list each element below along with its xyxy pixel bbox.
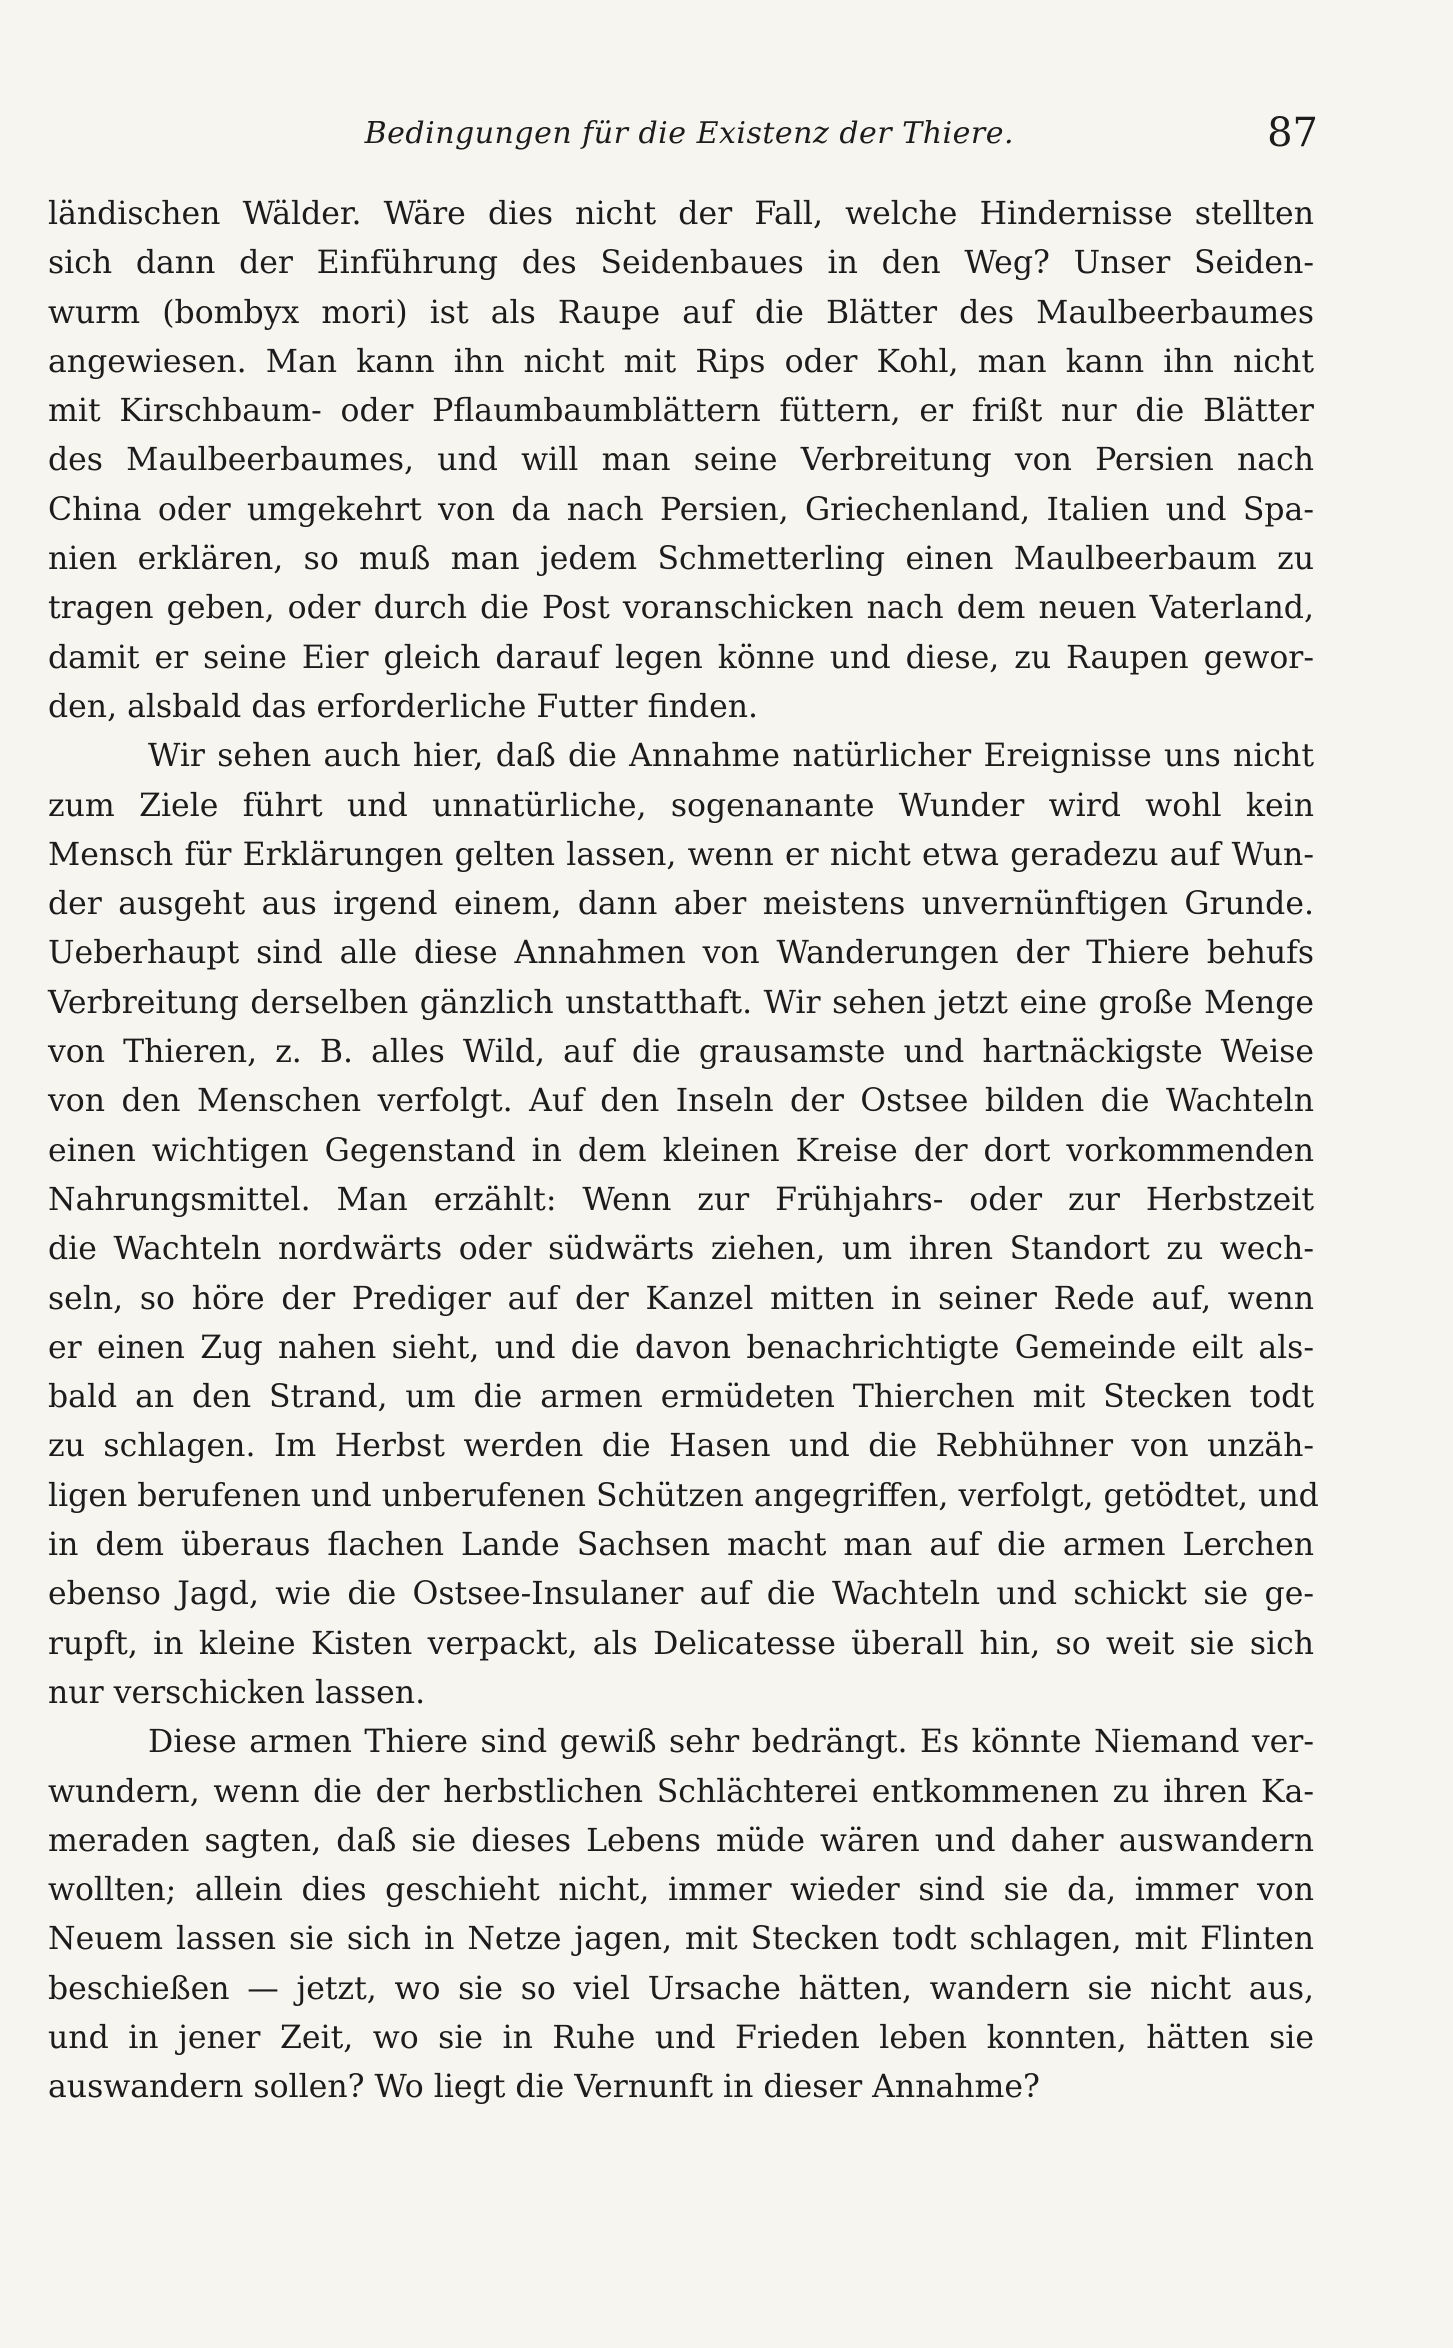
text-line: wurm (bombyx mori) ist als Raupe auf die Blätter des Maulbeerbaumes <box>48 294 1314 331</box>
body-text <box>48 190 1319 2113</box>
text-line: Neuem lassen sie sich in Netze jagen, mit Stecken todt schlagen, mit Flinten <box>48 1921 1314 1958</box>
text-line: meraden sagten, daß sie dieses Lebens müde wären und daher auswandern <box>48 1822 1314 1859</box>
text-line: Wir sehen auch hier, daß die Annahme natürlicher Ereignisse uns nicht <box>148 738 1314 775</box>
text-line: von Thieren, z. B. alles Wild, auf die grausamste und hartnäckigste Weise <box>48 1034 1314 1071</box>
text-line: zum Ziele führt und unnatürliche, sogenanante Wunder wird wohl kein <box>48 787 1314 824</box>
text-line: bald an den Strand, um die armen ermüdeten Thierchen mit Stecken todt <box>48 1379 1314 1416</box>
running-header <box>48 110 1318 158</box>
text-line: damit er seine Eier gleich darauf legen könne und diese, zu Raupen gewor- <box>48 639 1314 676</box>
text-line: mit Kirschbaum- oder Pflaumbaumblättern füttern, er frißt nur die Blätter <box>48 393 1314 430</box>
text-line: wollten; allein dies geschieht nicht, immer wieder sind sie da, immer von <box>48 1872 1314 1909</box>
text-line: den, alsbald das erforderliche Futter finden. <box>48 688 759 725</box>
text-line: ebenso Jagd, wie die Ostsee-Insulaner auf die Wachteln und schickt sie ge- <box>48 1576 1314 1613</box>
text-line: wundern, wenn die der herbstlichen Schlächterei entkommenen zu ihren Ka- <box>48 1773 1314 1810</box>
text-line: tragen geben, oder durch die Post voranschicken nach dem neuen Vaterland, <box>48 590 1314 627</box>
text-line: rupft, in kleine Kisten verpackt, als Delicatesse überall hin, so weit sie sich <box>48 1625 1314 1662</box>
book-page <box>48 110 1319 2113</box>
paragraph <box>48 732 1319 1718</box>
text-line: beschießen — jetzt, wo sie so viel Ursache hätten, wandern sie nicht aus, <box>48 1970 1314 2007</box>
paragraph <box>48 1718 1314 2112</box>
text-line: ländischen Wälder. Wäre dies nicht der Fall, welche Hindernisse stellten <box>48 196 1314 232</box>
text-line: seln, so höre der Prediger auf der Kanzel mitten in seiner Rede auf, wenn <box>48 1280 1314 1317</box>
text-line: Ueberhaupt sind alle diese Annahmen von Wanderungen der Thiere behufs <box>48 935 1314 972</box>
text-line: auswandern sollen? Wo liegt die Vernunft in dieser Annahme? <box>48 2069 1040 2106</box>
text-line: ligen berufenen und unberufenen Schützen angegriffen, verfolgt, getödtet, und <box>48 1477 1319 1514</box>
running-title: Bedingungen für die Existenz der Thiere. <box>364 116 1014 151</box>
text-line: Diese armen Thiere sind gewiß sehr bedrängt. Es könnte Niemand ver- <box>148 1724 1314 1761</box>
text-line: zu schlagen. Im Herbst werden die Hasen und die Rebhühner von unzäh- <box>48 1428 1314 1465</box>
text-line: nur verschicken lassen. <box>48 1674 426 1711</box>
text-line: einen wichtigen Gegenstand in dem kleinen Kreise der dort vorkommenden <box>48 1132 1314 1169</box>
text-line: China oder umgekehrt von da nach Persien, Griechenland, Italien und Spa- <box>48 491 1314 528</box>
text-line: und in jener Zeit, wo sie in Ruhe und Frieden leben konnten, hätten sie <box>48 2019 1314 2056</box>
page-number: 87 <box>1267 110 1318 156</box>
text-line: Nahrungsmittel. Man erzählt: Wenn zur Frühjahrs- oder zur Herbstzeit <box>48 1181 1314 1218</box>
text-line: Mensch für Erklärungen gelten lassen, wenn er nicht etwa geradezu auf Wun- <box>48 836 1314 873</box>
text-line: sich dann der Einführung des Seidenbaues in den Weg? Unser Seiden- <box>48 245 1314 282</box>
text-line: er einen Zug nahen sieht, und die davon benachrichtigte Gemeinde eilt als- <box>48 1329 1314 1366</box>
text-line: der ausgeht aus irgend einem, dann aber meistens unvernünftigen Grunde. <box>48 886 1314 923</box>
text-line: nien erklären, so muß man jedem Schmetterling einen Maulbeerbaum zu <box>48 541 1314 578</box>
text-line: des Maulbeerbaumes, und will man seine Verbreitung von Persien nach <box>48 442 1314 479</box>
text-line: von den Menschen verfolgt. Auf den Inseln der Ostsee bilden die Wachteln <box>48 1083 1314 1120</box>
text-line: Verbreitung derselben gänzlich unstatthaft. Wir sehen jetzt eine große Menge <box>48 984 1314 1021</box>
text-line: in dem überaus flachen Lande Sachsen macht man auf die armen Lerchen <box>48 1527 1314 1564</box>
paragraph <box>48 190 1314 732</box>
text-line: angewiesen. Man kann ihn nicht mit Rips oder Kohl, man kann ihn nicht <box>48 343 1314 380</box>
text-line: die Wachteln nordwärts oder südwärts ziehen, um ihren Standort zu wech- <box>48 1231 1314 1268</box>
